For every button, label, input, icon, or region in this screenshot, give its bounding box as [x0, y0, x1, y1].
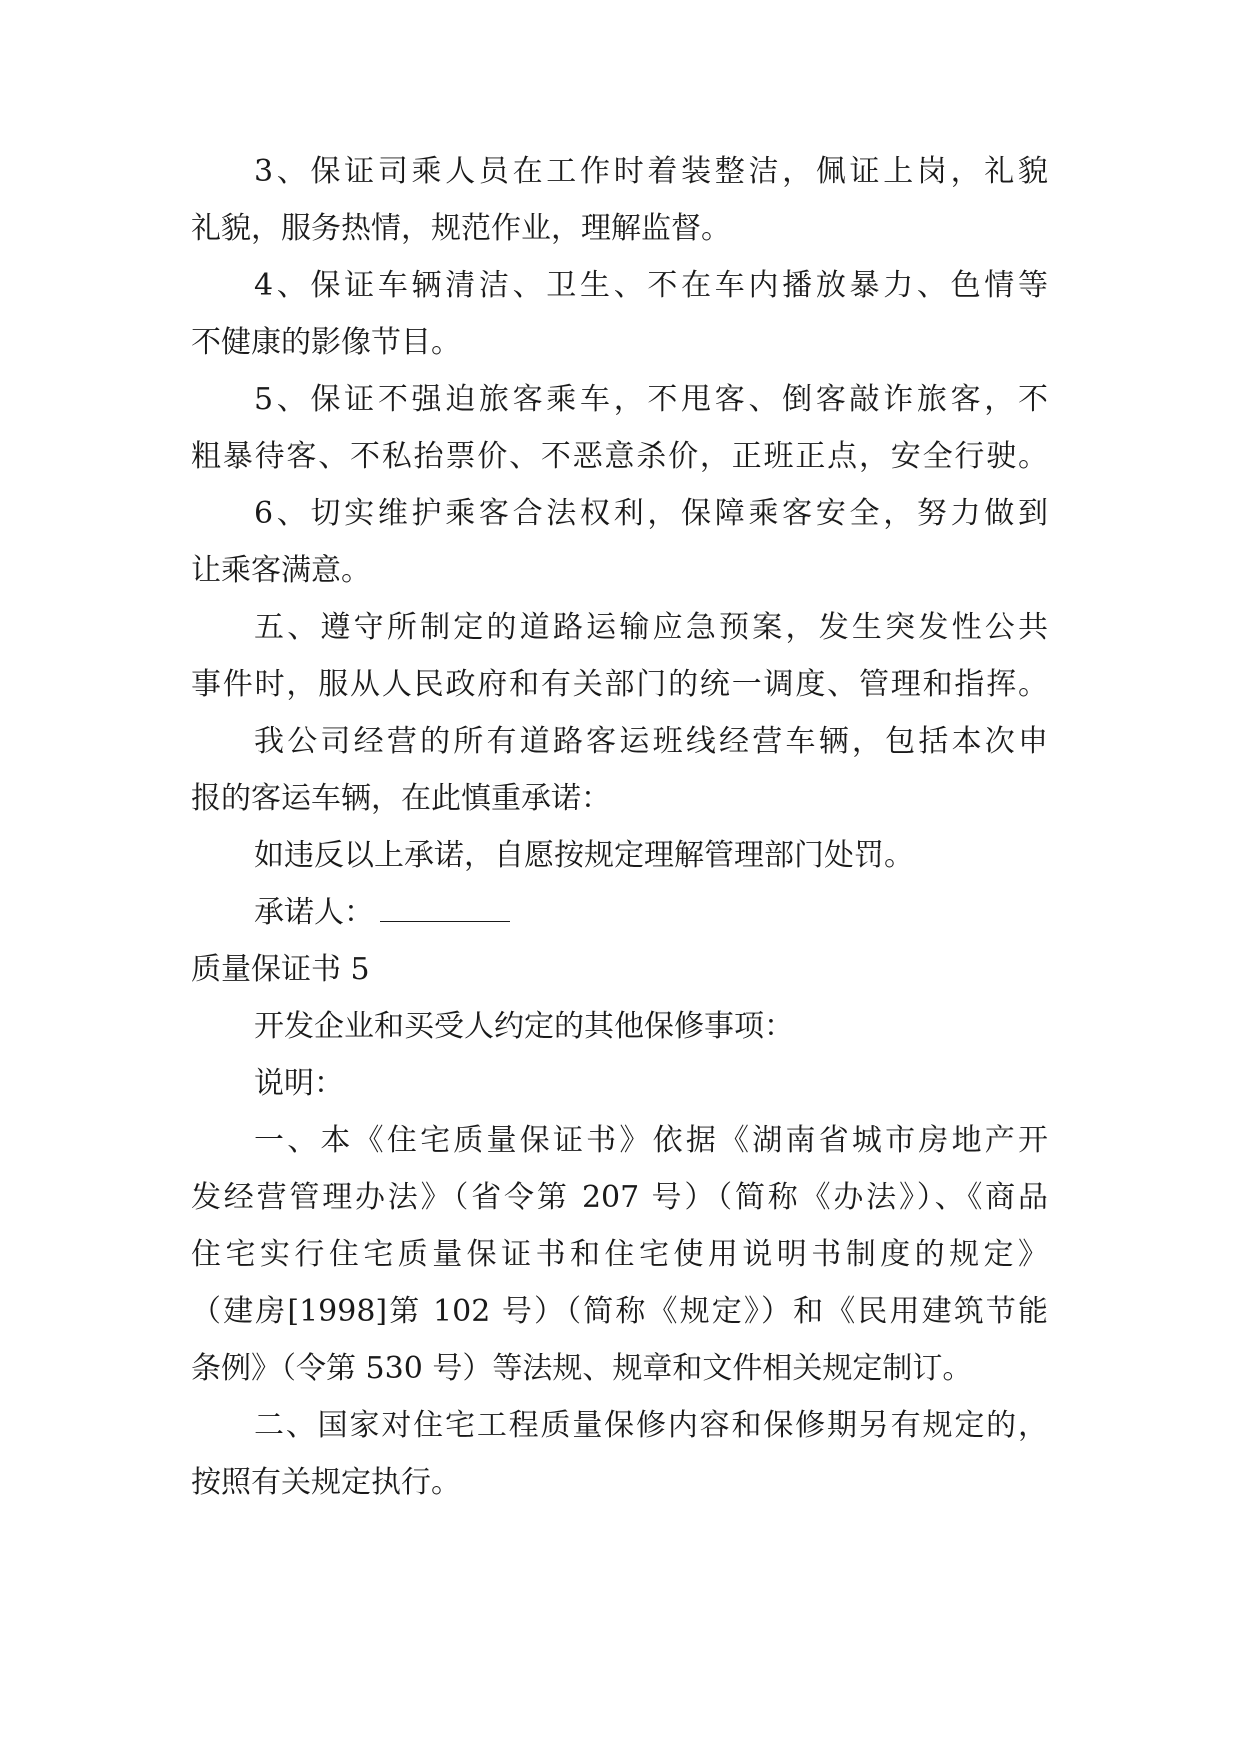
paragraph-line: 开发企业和买受人约定的其他保修事项： [254, 1009, 794, 1044]
paragraph-line: 粗暴待客、不私抬票价、不恶意杀价，正班正点，安全行驶。 [191, 439, 1048, 474]
paragraph-line: 报的客运车辆，在此慎重承诺： [191, 781, 611, 816]
section-title: 质量保证书 5 [191, 952, 370, 987]
paragraph-line: 事件时，服从人民政府和有关部门的统一调度、管理和指挥。 [191, 667, 1048, 702]
signature-line [254, 893, 510, 933]
paragraph-line: 不健康的影像节目。 [191, 325, 461, 360]
paragraph-line: 6、切实维护乘客合法权利，保障乘客安全，努力做到 [254, 496, 1048, 531]
paragraph-line: （建房[1998]第 102 号）（简称《规定》）和《民用建筑节能 [191, 1294, 1048, 1329]
paragraph-line: 如违反以上承诺，自愿按规定理解管理部门处罚。 [254, 838, 914, 873]
paragraph-line: 4、保证车辆清洁、卫生、不在车内播放暴力、色情等 [254, 268, 1048, 303]
paragraph-line: 住宅实行住宅质量保证书和住宅使用说明书制度的规定》 [191, 1237, 1048, 1272]
paragraph-line: 发经营管理办法》（省令第 207 号）（简称《办法》）、《商品 [191, 1180, 1048, 1215]
paragraph-line: 让乘客满意。 [191, 553, 371, 588]
paragraph-line: 按照有关规定执行。 [191, 1465, 461, 1500]
paragraph-line: 五、遵守所制定的道路运输应急预案，发生突发性公共 [254, 610, 1048, 645]
paragraph-line: 一、本《住宅质量保证书》依据《湖南省城市房地产开 [254, 1123, 1048, 1158]
signature-blank [380, 893, 510, 922]
signatory-label: 承诺人： [254, 895, 374, 930]
paragraph-line: 礼貌，服务热情，规范作业，理解监督。 [191, 211, 731, 246]
paragraph-line: 我公司经营的所有道路客运班线经营车辆，包括本次申 [254, 724, 1048, 759]
paragraph-line: 3、保证司乘人员在工作时着装整洁，佩证上岗，礼貌 [254, 154, 1048, 189]
paragraph-line: 二、国家对住宅工程质量保修内容和保修期另有规定的， [254, 1408, 1048, 1443]
paragraph-line: 说明： [254, 1066, 344, 1101]
paragraph-line: 5、保证不强迫旅客乘车，不甩客、倒客敲诈旅客，不 [254, 382, 1048, 417]
paragraph-line: 条例》（令第 530 号）等法规、规章和文件相关规定制订。 [191, 1351, 973, 1386]
